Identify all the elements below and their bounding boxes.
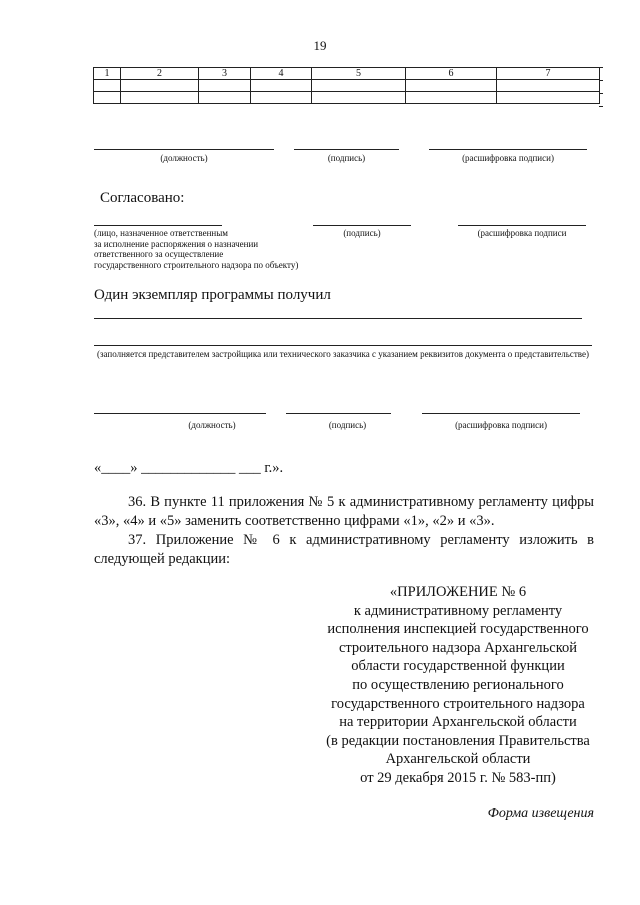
form-title: Форма извещения xyxy=(487,806,594,821)
appendix-line: по осуществлению регионального xyxy=(352,676,564,693)
appendix-line: исполнения инспекцией государственного xyxy=(327,621,589,638)
signature-caption: (подпись) xyxy=(328,420,367,430)
table-cell xyxy=(312,80,406,92)
table-header-cell: 1 xyxy=(94,68,121,80)
table-header-cell: 7 xyxy=(497,68,600,80)
decoding-line xyxy=(429,149,587,150)
signature-line xyxy=(294,149,399,150)
position-line xyxy=(94,149,274,150)
table-cell xyxy=(94,80,121,92)
approver-caption-line: ответственного за осуществление xyxy=(94,249,224,259)
table-cell xyxy=(497,80,600,92)
table-header-cell: 3 xyxy=(199,68,251,80)
table-cell xyxy=(121,80,199,92)
columns-table xyxy=(93,67,600,104)
signature-caption: (подпись) xyxy=(327,153,366,163)
table-header-cell: 2 xyxy=(121,68,199,80)
table-header-cell: 4 xyxy=(251,68,312,80)
table-header-row xyxy=(94,68,600,80)
appendix-line: от 29 декабря 2015 г. № 583-пп) xyxy=(360,769,556,786)
table-header-cell: 6 xyxy=(406,68,497,80)
approver-caption-line: за исполнение распоряжения о назначении xyxy=(94,238,259,249)
copy-received-note: (заполняется представителем застройщика или технического заказчика с указанием реквизитов документа о представительстве) xyxy=(97,349,589,359)
table-cell xyxy=(94,92,121,104)
approver-decoding-line xyxy=(458,225,586,226)
approver-decoding-caption: (расшифровка подписи xyxy=(477,228,567,238)
appendix-line: строительного надзора Архангельской xyxy=(338,639,578,656)
table-cell xyxy=(497,92,600,104)
table-cell xyxy=(121,92,199,104)
decoding-line xyxy=(422,413,580,414)
approver-caption-line: государственного строительного надзора по объекту) xyxy=(94,259,299,270)
page-number: 19 xyxy=(313,38,327,53)
paragraph-36: 36. В пункте 11 приложения № 5 к административному регламенту цифры «3», «4» и «5» заменить соответственно цифрами «1», «2» и «3». xyxy=(94,494,594,529)
approver-caption-line: (лицо, назначенное ответственным xyxy=(94,228,228,238)
approver-signature-line xyxy=(313,225,411,226)
table-row xyxy=(94,92,600,104)
position-caption: (должность) xyxy=(188,420,236,430)
signature-line xyxy=(286,413,391,414)
appendix-line: (в редакции постановления Правительства xyxy=(326,732,590,749)
appendix-line: на территории Архангельской области xyxy=(339,714,577,731)
appendix-heading xyxy=(298,583,618,788)
table-continuation-tick xyxy=(599,80,603,81)
table-continuation-tick xyxy=(599,67,603,68)
copy-received-line-2 xyxy=(94,345,592,346)
table-header-cell: 5 xyxy=(312,68,406,80)
appendix-line: Архангельской области xyxy=(385,751,531,768)
table-continuation-tick xyxy=(599,106,603,107)
paragraph-37: 37. Приложение № 6 к административному регламенту изложить в следующей редакции: xyxy=(94,532,594,567)
table-cell xyxy=(251,80,312,92)
copy-received-line xyxy=(94,318,582,319)
appendix-line: «ПРИЛОЖЕНИЕ № 6 xyxy=(389,584,527,600)
decoding-caption: (расшифровка подписи) xyxy=(462,153,554,163)
approver-signature-caption: (подпись) xyxy=(343,228,381,238)
copy-received-title: Один экземпляр программы получил xyxy=(94,287,331,303)
table-cell xyxy=(199,80,251,92)
table-cell xyxy=(406,92,497,104)
approver-caption xyxy=(94,228,298,270)
approved-title: Согласовано: xyxy=(100,190,185,206)
appendix-line: государственного строительного надзора xyxy=(331,695,585,712)
table-row xyxy=(94,80,600,92)
table-continuation-tick xyxy=(599,93,603,94)
position-caption: (должность) xyxy=(160,153,208,163)
position-line xyxy=(94,413,266,414)
appendix-line: области государственной функции xyxy=(351,658,565,675)
table-cell xyxy=(251,92,312,104)
table-cell xyxy=(312,92,406,104)
table-cell xyxy=(406,80,497,92)
approver-line xyxy=(94,225,222,226)
appendix-line: к административному регламенту xyxy=(353,602,563,619)
date-line: «____» _____________ ___ г.». xyxy=(94,460,284,476)
decoding-caption: (расшифровка подписи) xyxy=(455,420,547,430)
table-cell xyxy=(199,92,251,104)
